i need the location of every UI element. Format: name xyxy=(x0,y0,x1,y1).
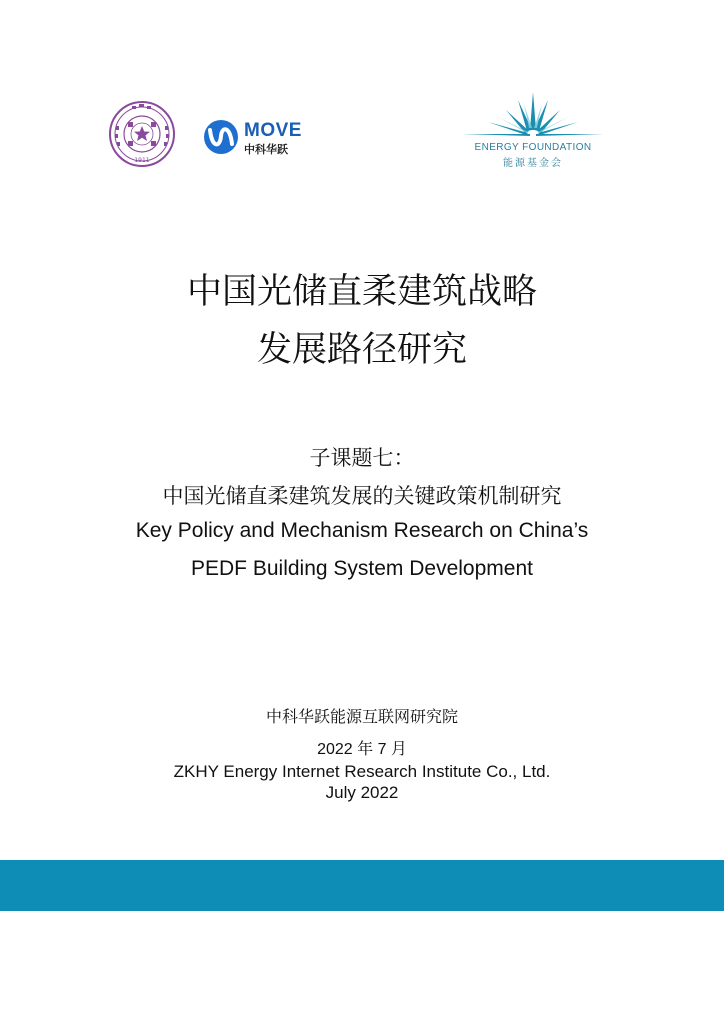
move-logo xyxy=(202,118,302,158)
title-line-2: 发展路径研究 xyxy=(256,330,467,370)
subtopic-label: 子课题七： xyxy=(309,446,415,470)
title-line-1: 中国光储直柔建筑战略 xyxy=(186,272,537,312)
move-wordmark-text: MOVE xyxy=(244,120,302,141)
university-seal-logo xyxy=(108,98,176,170)
subtopic-english-title-line-1: Key Policy and Mechanism Research on China’s xyxy=(135,519,589,542)
move-wordmark xyxy=(244,120,302,142)
energy-foundation-english: ENERGY FOUNDATION xyxy=(474,142,592,153)
publish-date-chinese: 2022 年 7 月 xyxy=(317,741,407,758)
publish-date-english: July 2022 xyxy=(325,783,399,802)
subtopic-english-title-line-2: PEDF Building System Development xyxy=(191,557,533,580)
subtopic-chinese-title: 中国光储直柔建筑发展的关键政策机制研究 xyxy=(162,484,562,508)
move-subtitle: 中科华跃 xyxy=(244,143,288,156)
energy-foundation-chinese: 能源基金会 xyxy=(503,158,563,169)
energy-foundation-logo xyxy=(458,90,608,170)
publisher-chinese-name: 中科华跃能源互联网研究院 xyxy=(265,707,458,726)
publisher-english-name: ZKHY Energy Internet Research Institute Co., Ltd. xyxy=(173,762,551,781)
footer-color-band xyxy=(0,860,724,911)
seal-year: 1911 xyxy=(134,157,150,164)
